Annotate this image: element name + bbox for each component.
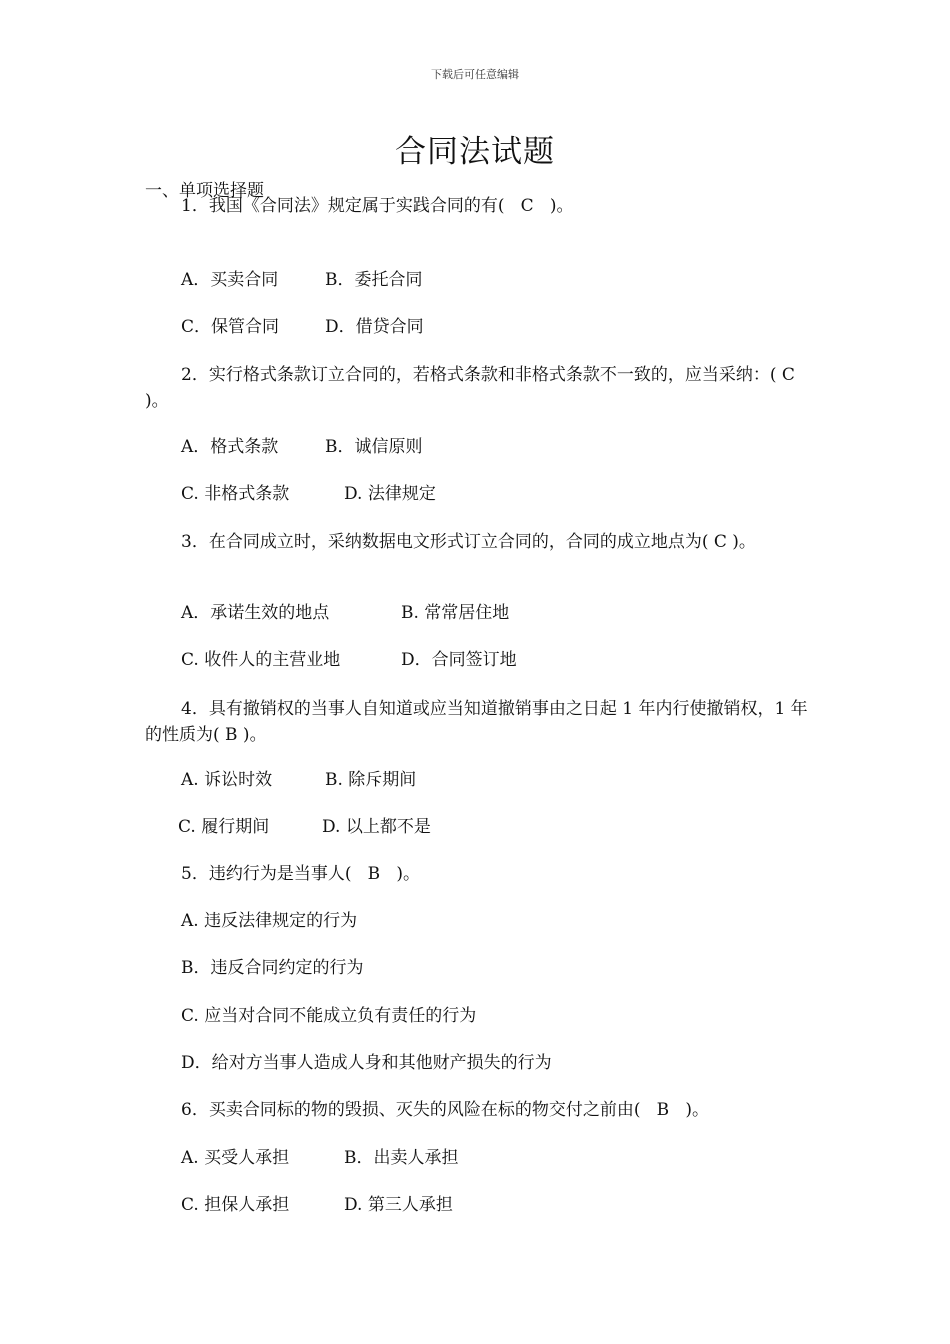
page-title: 合同法试题 [395,134,555,170]
question-6-option-c: C. 担保人承担 [181,1195,290,1215]
page-header: 下载后可任意编辑 [431,68,519,81]
question-6-stem: 6．买卖合同标的物的毁损、灭失的风险在标的物交付之前由( B )。 [181,1100,709,1120]
question-4-option-c: C. 履行期间 [178,817,270,837]
section-heading: 一、单项选择题 [145,181,264,201]
question-6-option-a: A. 买受人承担 [181,1148,290,1168]
question-5-option-c: C. 应当对合同不能成立负有责任的行为 [181,1006,477,1026]
question-3-option-a: A．承诺生效的地点 [181,603,330,623]
question-1-stem: 1．我国《合同法》规定属于实践合同的有( C )。 [181,196,574,216]
question-3-stem: 3．在合同成立时，采纳数据电文形式订立合同的，合同的成立地点为( C )。 [181,532,756,552]
question-2-option-c: C. 非格式条款 [181,484,290,504]
question-4-stem: 4．具有撤销权的当事人自知道或应当知道撤销事由之日起 1 年内行使撤销权，1 年的性质为( B )。 [145,699,808,745]
question-3-option-b: B. 常常居住地 [401,603,510,623]
question-2-option-b: B．诚信原则 [325,437,423,457]
question-5-option-d: D．给对方当事人造成人身和其他财产损失的行为 [181,1053,552,1073]
question-1-option-c: C．保管合同 [181,317,280,337]
question-1-option-d: D．借贷合同 [325,317,424,337]
question-6-option-b: B．出卖人承担 [344,1148,459,1168]
question-5-option-b: B．违反合同约定的行为 [181,958,364,978]
question-5-stem: 5．违约行为是当事人( B )。 [181,864,420,884]
question-2-option-a: A．格式条款 [181,437,279,457]
question-2-option-d: D. 法律规定 [344,484,436,504]
question-3-option-c: C. 收件人的主营业地 [181,650,341,670]
question-4-option-d: D. 以上都不是 [322,817,431,837]
question-6-option-d: D. 第三人承担 [344,1195,453,1215]
question-4-option-a: A. 诉讼时效 [181,770,273,790]
question-1-option-b: B．委托合同 [325,270,423,290]
question-2-stem: 2．实行格式条款订立合同的，若格式条款和非格式条款不一致的，应当采纳：( C )。 [145,365,795,411]
question-5-option-a: A. 违反法律规定的行为 [181,911,358,931]
question-3-option-d: D．合同签订地 [401,650,517,670]
question-1-option-a: A．买卖合同 [181,270,279,290]
question-4-option-b: B. 除斥期间 [325,770,417,790]
